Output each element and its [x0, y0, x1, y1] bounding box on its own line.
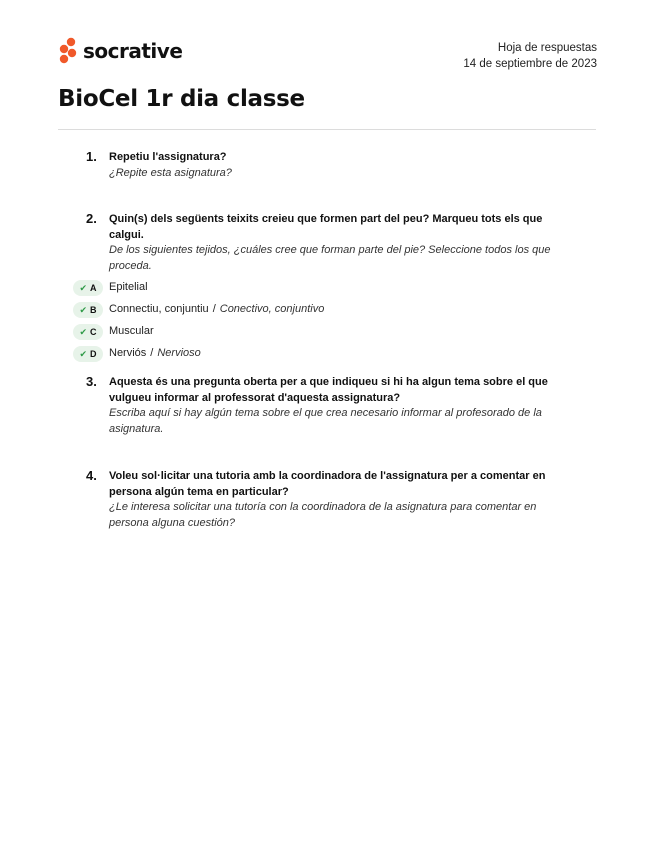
question-translation: ¿Le interesa solicitar una tutoría con la coordinadora de la asignatura para comentar en persona alguna cuestión?	[109, 501, 537, 529]
question-number: 3.	[86, 374, 97, 389]
question-3	[58, 375, 578, 437]
answer-b	[58, 300, 578, 322]
correct-badge: ✔ D	[73, 346, 103, 362]
question-text: Voleu sol·licitar una tutoria amb la coordinadora de l'assignatura per a comentar en persona algún tema en particular?	[109, 470, 546, 498]
answer-text: Connectiu, conjuntiu / Conectivo, conjuntivo	[109, 303, 325, 315]
correct-badge: ✔ B	[73, 302, 103, 318]
question-translation: Escriba aquí si hay algún tema sobre el que crea necesario informar al profesorado de la asignatura.	[109, 407, 542, 435]
question-4	[58, 469, 578, 531]
question-number: 4.	[86, 468, 97, 483]
answer-text: Muscular	[109, 325, 154, 337]
question-translation: De los siguientes tejidos, ¿cuáles cree que forman parte del pie? Seleccione todos los que proceda.	[109, 244, 551, 272]
question-text: Repetiu l'assignatura?	[109, 151, 227, 163]
brand-name: socrative	[83, 39, 183, 63]
answer-list	[58, 278, 578, 366]
check-icon: ✔	[79, 326, 88, 337]
answer-translation: Nervioso	[157, 347, 201, 359]
sheet-date: 14 de septiembre de 2023	[463, 58, 597, 70]
answer-translation: Conectivo, conjuntivo	[219, 303, 325, 315]
check-icon: ✔	[79, 304, 88, 315]
question-1	[58, 150, 578, 181]
correct-badge: ✔ C	[73, 324, 103, 340]
socrative-logo-icon	[57, 37, 79, 65]
correct-badge: ✔ A	[73, 280, 103, 296]
page-title: BioCel 1r dia classe	[58, 86, 305, 112]
answer-text: Epitelial	[109, 281, 148, 293]
question-text: Quin(s) dels següents teixits creieu que formen part del peu? Marqueu tots els que calgui.	[109, 213, 543, 241]
socrative-logo	[57, 37, 182, 65]
answer-c	[58, 322, 578, 344]
question-translation: ¿Repite esta asignatura?	[109, 166, 232, 179]
sheet-type: Hoja de respuestas	[497, 42, 597, 54]
question-2	[58, 212, 578, 366]
question-number: 1.	[86, 149, 97, 164]
answer-a	[58, 278, 578, 300]
question-text: Aquesta és una pregunta oberta per a que indiqueu si hi ha algun tema sobre el que vulgueu informar al professorat d'aquesta assignatura?	[109, 376, 548, 404]
sheet-info	[463, 40, 597, 72]
divider	[58, 129, 596, 130]
check-icon: ✔	[79, 348, 88, 359]
answer-text: Nerviós / Nervioso	[109, 347, 201, 359]
check-icon: ✔	[79, 282, 88, 293]
question-number: 2.	[86, 211, 97, 226]
answer-d	[58, 344, 578, 366]
